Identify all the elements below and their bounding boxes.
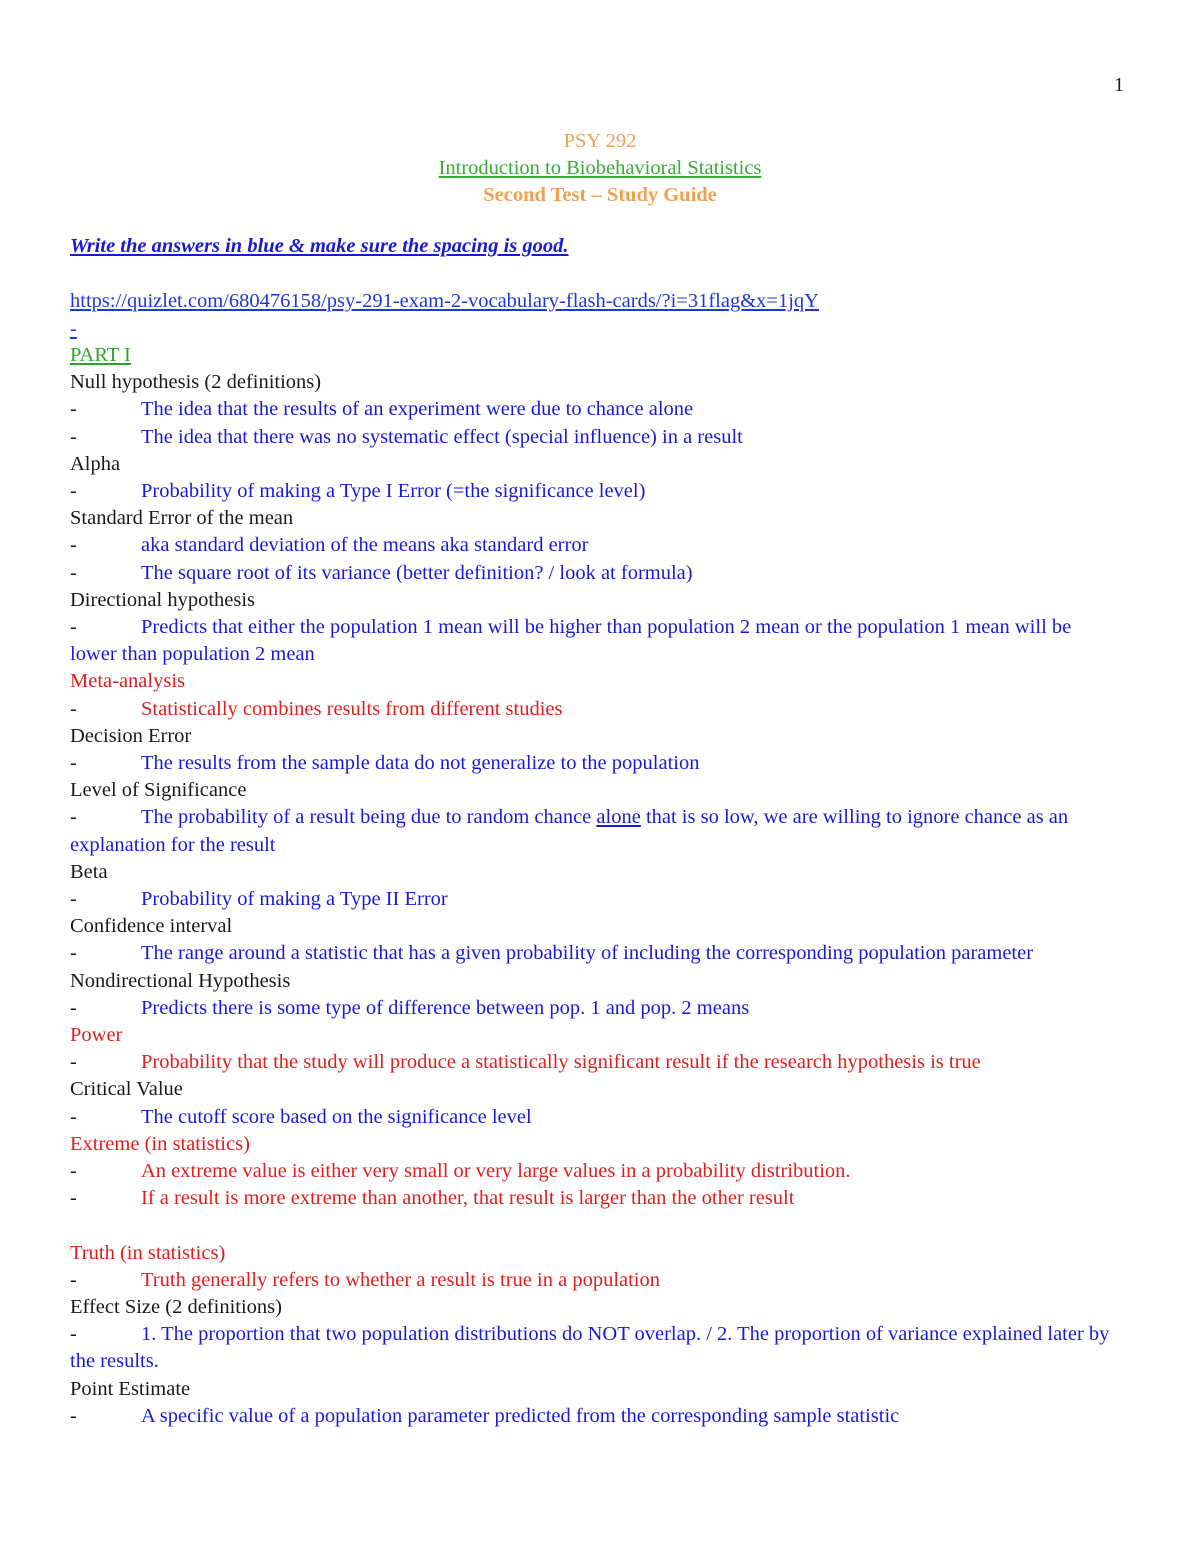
term-point-estimate: Point Estimate: [70, 1377, 191, 1400]
term-meta-analysis: Meta-analysis: [70, 670, 185, 693]
term-beta: Beta: [70, 860, 108, 883]
term-level-of-significance: Level of Significance: [70, 779, 247, 802]
definition: [70, 750, 1120, 777]
definition-text: The range around a statistic that has a given probability of including the corresponding population parameter: [141, 942, 1034, 965]
definition: [70, 886, 1120, 913]
document-header: [0, 128, 1200, 209]
bullet-dash: -: [70, 1051, 77, 1074]
bullet-dash: -: [70, 1268, 77, 1291]
bullet-dash: -: [70, 1160, 77, 1183]
definition: [70, 1267, 1120, 1294]
definition-text: Truth generally refers to whether a result is true in a population: [141, 1268, 661, 1291]
blank-line: [70, 1213, 1120, 1240]
definition: [70, 940, 1120, 967]
bullet-dash: -: [70, 1404, 77, 1427]
bullet-dash: -: [70, 480, 77, 503]
definition-text: Predicts that either the population 1 mean will be higher than population 2 mean or the population 1 mean will be lower than population 2 mean: [70, 616, 1072, 666]
definition: [70, 424, 1120, 451]
definition-text: 1. The proportion that two population distributions do NOT overlap. / 2. The proportion of variance explained later by the results.: [70, 1323, 1110, 1373]
bullet-dash: -: [70, 942, 77, 965]
quizlet-link[interactable]: https://quizlet.com/680476158/psy-291-exam-2-vocabulary-flash-cards/?i=31flag&x=1jqY: [70, 290, 819, 312]
definition-text: The probability of a result being due to random chance: [141, 806, 597, 829]
definition-text: The square root of its variance (better definition? / look at formula): [141, 561, 693, 584]
definition-text: Probability of making a Type I Error (=the significance level): [141, 480, 646, 503]
course-name: Introduction to Biobehavioral Statistics: [438, 157, 762, 179]
definition: [70, 1158, 1120, 1185]
definition-text: Probability that the study will produce a statistically significant result if the research hypothesis is true: [141, 1051, 981, 1074]
definition: [70, 804, 1120, 858]
bullet-dash: -: [70, 425, 77, 448]
page-number: 1: [1114, 74, 1124, 96]
term-truth: Truth (in statistics): [70, 1241, 226, 1264]
bullet-dash: -: [70, 398, 77, 421]
definition: [70, 614, 1120, 668]
term-null-hypothesis: Null hypothesis (2 definitions): [70, 371, 322, 394]
bullet-dash: -: [70, 806, 77, 829]
definition-text: A specific value of a population parameter predicted from the corresponding sample statistic: [141, 1404, 900, 1427]
term-decision-error: Decision Error: [70, 724, 192, 747]
term-effect-size: Effect Size (2 definitions): [70, 1295, 282, 1318]
link-dash: -: [70, 318, 77, 340]
definition-text: aka standard deviation of the means aka standard error: [141, 534, 589, 557]
definition: [70, 1049, 1120, 1076]
term-directional-hypothesis: Directional hypothesis: [70, 588, 256, 611]
study-guide-body: [70, 342, 1120, 1430]
term-power: Power: [70, 1024, 123, 1047]
definition: [70, 1321, 1120, 1375]
definition-text: The idea that the results of an experiment were due to chance alone: [141, 398, 694, 421]
bullet-dash: -: [70, 752, 77, 775]
bullet-dash: -: [70, 1105, 77, 1128]
bullet-dash: -: [70, 996, 77, 1019]
definition: [70, 532, 1120, 559]
term-confidence-interval: Confidence interval: [70, 915, 233, 938]
term-nondirectional-hypothesis: Nondirectional Hypothesis: [70, 969, 291, 992]
instruction-text: Write the answers in blue & make sure the spacing is good.: [70, 235, 569, 257]
test-title: Second Test – Study Guide: [483, 184, 717, 206]
definition: [70, 995, 1120, 1022]
term-standard-error: Standard Error of the mean: [70, 507, 294, 530]
bullet-dash: -: [70, 697, 77, 720]
bullet-dash: -: [70, 1323, 77, 1346]
definition-text: The idea that there was no systematic effect (special influence) in a result: [141, 425, 743, 448]
bullet-dash: -: [70, 561, 77, 584]
definition: [70, 1185, 1120, 1212]
definition-text: Statistically combines results from different studies: [141, 697, 563, 720]
bullet-dash: -: [70, 888, 77, 911]
definition-text: The cutoff score based on the significance level: [141, 1105, 532, 1128]
emphasis-alone: alone: [596, 806, 641, 829]
bullet-dash: -: [70, 616, 77, 639]
part-label: PART I: [70, 344, 131, 366]
definition-text: If a result is more extreme than another, that result is larger than the other result: [141, 1187, 795, 1210]
term-critical-value: Critical Value: [70, 1078, 183, 1101]
definition-text: The results from the sample data do not generalize to the population: [141, 752, 700, 775]
definition-text: Probability of making a Type II Error: [141, 888, 448, 911]
bullet-dash: -: [70, 1187, 77, 1210]
definition-text: that is so low, we are willing to ignore chance as an explanation for the result: [70, 806, 1069, 856]
definition-text: Predicts there is some type of difference between pop. 1 and pop. 2 means: [141, 996, 750, 1019]
definition: [70, 696, 1120, 723]
definition: [70, 478, 1120, 505]
definition: [70, 560, 1120, 587]
bullet-dash: -: [70, 534, 77, 557]
definition: [70, 396, 1120, 423]
course-code: PSY 292: [563, 130, 637, 152]
definition: [70, 1104, 1120, 1131]
definition-text: An extreme value is either very small or very large values in a probability distribution.: [141, 1160, 851, 1183]
definition: [70, 1403, 1120, 1430]
term-alpha: Alpha: [70, 452, 121, 475]
term-extreme: Extreme (in statistics): [70, 1132, 250, 1155]
